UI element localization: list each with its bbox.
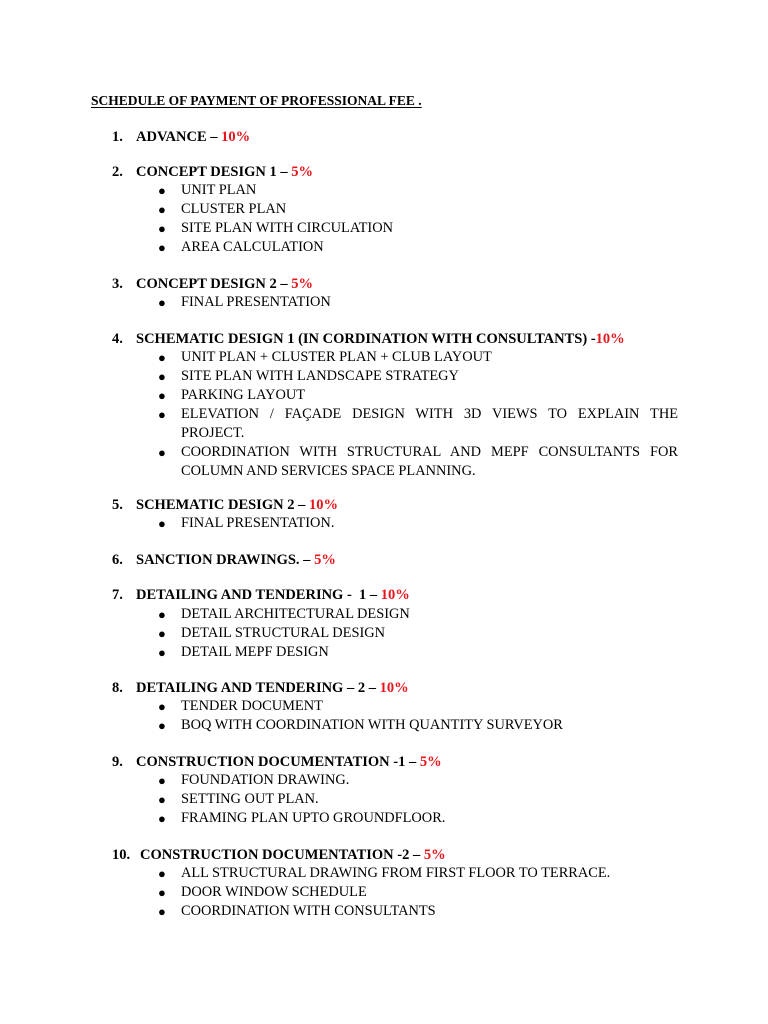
bullet-text: DETAIL ARCHITECTURAL DESIGN <box>181 606 410 622</box>
bullet-text: FRAMING PLAN UPTO GROUNDFLOOR. <box>181 810 446 826</box>
item-percent: 5% <box>291 164 313 180</box>
bullet-text: FINAL PRESENTATION. <box>181 515 335 531</box>
item-percent: 5% <box>423 847 446 863</box>
bullet-text: CLUSTER PLAN <box>181 201 287 217</box>
item-heading-text: CONCEPT DESIGN 1 – <box>136 164 292 180</box>
item-heading <box>112 551 336 569</box>
bullet-item <box>158 405 678 443</box>
bullet-text: ELEVATION / FAÇADE DESIGN WITH 3D VIEWS TO EXPLAIN THE PROJECT. <box>181 406 678 441</box>
bullet-item <box>158 902 678 921</box>
bullet-text: TENDER DOCUMENT <box>181 698 323 714</box>
bullet-item <box>158 605 678 624</box>
item-heading-text: CONSTRUCTION DOCUMENTATION -1 – <box>136 754 420 770</box>
item-heading-text: SCHEMATIC DESIGN 2 – <box>136 497 309 513</box>
bullet-item <box>158 181 678 200</box>
item-heading-text: ADVANCE – <box>136 129 222 145</box>
bullet-text: SITE PLAN WITH LANDSCAPE STRATEGY <box>181 368 459 384</box>
item-heading <box>112 679 409 697</box>
item-heading-text: DETAILING AND TENDERING – 2 – <box>136 680 380 696</box>
item-number: 8. <box>112 680 123 696</box>
item-heading <box>112 128 250 146</box>
bullet-text: SITE PLAN WITH CIRCULATION <box>181 220 393 236</box>
bullet-text: FOUNDATION DRAWING. <box>181 772 350 788</box>
item-heading <box>112 163 313 181</box>
bullet-list <box>158 514 678 533</box>
item-heading <box>112 496 338 514</box>
bullet-item <box>158 864 678 883</box>
item-heading <box>112 846 446 864</box>
item-number: 3. <box>112 276 123 292</box>
bullet-item <box>158 219 678 238</box>
bullet-text: AREA CALCULATION <box>181 239 324 255</box>
bullet-icon: ● <box>158 773 166 788</box>
bullet-item <box>158 643 678 662</box>
item-number: 7. <box>112 587 123 603</box>
item-number: 9. <box>112 754 123 770</box>
bullet-list <box>158 771 678 828</box>
item-percent: 10% <box>595 331 625 347</box>
bullet-item <box>158 200 678 219</box>
item-percent: 10% <box>379 680 409 696</box>
item-percent: 10% <box>380 587 410 603</box>
bullet-icon: ● <box>158 445 166 460</box>
bullet-text: FINAL PRESENTATION <box>181 294 331 310</box>
bullet-text: DOOR WINDOW SCHEDULE <box>181 884 367 900</box>
bullet-icon: ● <box>158 904 166 919</box>
bullet-text: COORDINATION WITH STRUCTURAL AND MEPF CONSULTANTS FOR COLUMN AND SERVICES SPACE PLANNING. <box>181 444 678 479</box>
bullet-icon: ● <box>158 369 166 384</box>
bullet-text: DETAIL MEPF DESIGN <box>181 644 329 660</box>
item-heading <box>112 330 625 348</box>
bullet-text: PARKING LAYOUT <box>181 387 306 403</box>
bullet-text: UNIT PLAN <box>181 182 257 198</box>
item-number: 1. <box>112 129 123 145</box>
bullet-item <box>158 771 678 790</box>
bullet-icon: ● <box>158 607 166 622</box>
bullet-text: SETTING OUT PLAN. <box>181 791 319 807</box>
bullet-text: BOQ WITH COORDINATION WITH QUANTITY SURVEYOR <box>181 717 563 733</box>
bullet-item <box>158 790 678 809</box>
bullet-icon: ● <box>158 626 166 641</box>
item-number: 10. <box>112 847 131 863</box>
bullet-icon: ● <box>158 718 166 733</box>
bullet-icon: ● <box>158 240 166 255</box>
bullet-list <box>158 348 678 481</box>
bullet-list <box>158 293 678 312</box>
bullet-item <box>158 293 678 312</box>
bullet-icon: ● <box>158 792 166 807</box>
item-heading <box>112 275 313 293</box>
item-heading-text: CONSTRUCTION DOCUMENTATION -2 – <box>140 847 424 863</box>
item-number: 4. <box>112 331 123 347</box>
item-heading <box>112 586 410 604</box>
bullet-item <box>158 386 678 405</box>
bullet-icon: ● <box>158 202 166 217</box>
bullet-item <box>158 883 678 902</box>
bullet-icon: ● <box>158 221 166 236</box>
bullet-item <box>158 809 678 828</box>
bullet-list <box>158 605 678 662</box>
item-heading-text: SCHEMATIC DESIGN 1 (IN CORDINATION WITH CONSULTANTS) - <box>136 331 596 347</box>
bullet-icon: ● <box>158 699 166 714</box>
bullet-item <box>158 697 678 716</box>
item-heading-text: DETAILING AND TENDERING - 1 – <box>136 587 381 603</box>
bullet-item <box>158 624 678 643</box>
item-number: 6. <box>112 552 123 568</box>
bullet-icon: ● <box>158 516 166 531</box>
bullet-icon: ● <box>158 295 166 310</box>
item-percent: 5% <box>291 276 313 292</box>
bullet-icon: ● <box>158 811 166 826</box>
bullet-list <box>158 864 678 921</box>
item-heading-text: CONCEPT DESIGN 2 – <box>136 276 292 292</box>
bullet-item <box>158 348 678 367</box>
bullet-icon: ● <box>158 645 166 660</box>
item-number: 2. <box>112 164 123 180</box>
bullet-icon: ● <box>158 183 166 198</box>
document-title: SCHEDULE OF PAYMENT OF PROFESSIONAL FEE . <box>91 93 422 108</box>
item-percent: 5% <box>419 754 442 770</box>
bullet-text: ALL STRUCTURAL DRAWING FROM FIRST FLOOR TO TERRACE. <box>181 865 611 881</box>
item-heading <box>112 753 442 771</box>
item-percent: 10% <box>221 129 251 145</box>
bullet-text: UNIT PLAN + CLUSTER PLAN + CLUB LAYOUT <box>181 349 492 365</box>
bullet-icon: ● <box>158 388 166 403</box>
bullet-item <box>158 443 678 481</box>
bullet-item <box>158 238 678 257</box>
bullet-icon: ● <box>158 407 166 422</box>
bullet-list <box>158 181 678 257</box>
item-percent: 5% <box>314 552 336 568</box>
item-heading-text: SANCTION DRAWINGS. – <box>136 552 315 568</box>
bullet-icon: ● <box>158 350 166 365</box>
bullet-list <box>158 697 678 735</box>
item-percent: 10% <box>308 497 338 513</box>
bullet-icon: ● <box>158 866 166 881</box>
bullet-item <box>158 514 678 533</box>
bullet-icon: ● <box>158 885 166 900</box>
bullet-text: DETAIL STRUCTURAL DESIGN <box>181 625 386 641</box>
item-number: 5. <box>112 497 123 513</box>
bullet-item <box>158 367 678 386</box>
bullet-item <box>158 716 678 735</box>
bullet-text: COORDINATION WITH CONSULTANTS <box>181 903 436 919</box>
